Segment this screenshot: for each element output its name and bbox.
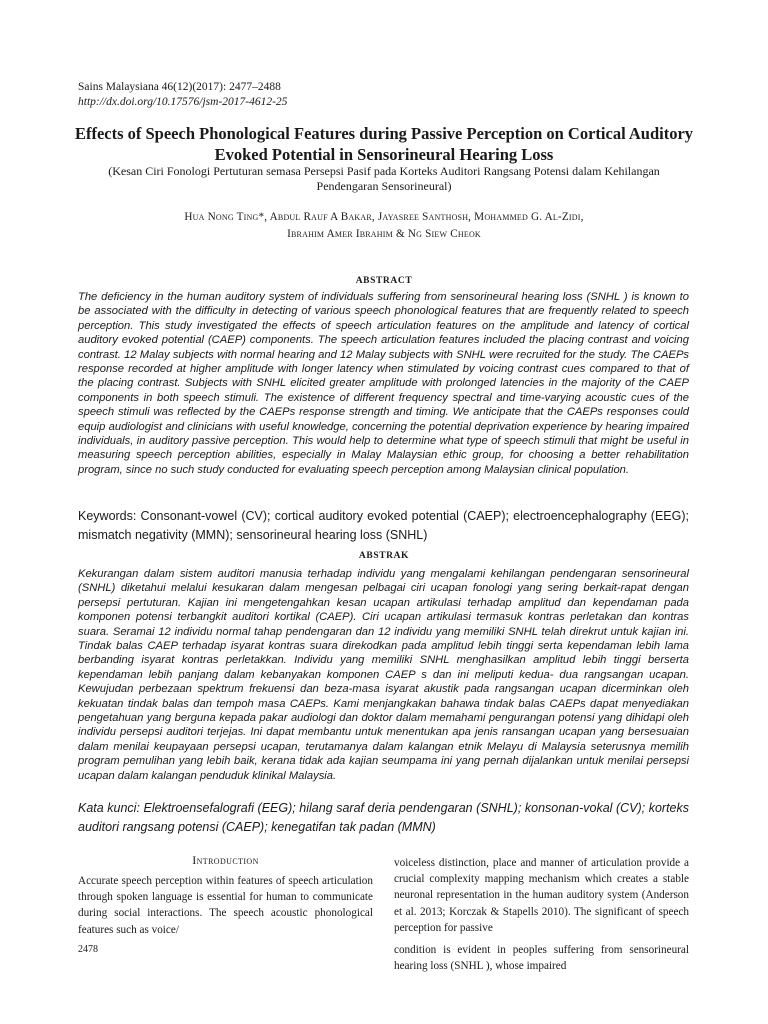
introduction-heading: Introduction — [192, 853, 259, 867]
intro-right-column-1: voiceless distinction, place and manner of articulation provide a crucial complexity mapping mechanism which creates a stable neuronal representation in the human auditory system (Anderson et al. 2013; Korczak & Stapells 2010). The significant of speech perception for passive — [394, 857, 689, 934]
author-line-2: Ibrahim Amer Ibrahim & Ng Siew Cheok — [287, 228, 481, 240]
abstract-text: The deficiency in the human auditory system of individuals suffering from sensorineural hearing loss (SNHL ) is known to be associated with the difficulty in detecting of various speech phonological features that are frequently related to speech perception. This study investigated the effects of speech articulation features on the amplitude and latency of cortical auditory evoked potential (CAEP) components. The speech articulation features included the placing contrast and voicing contrast. 12 Malay subjects with normal hearing and 12 Malay subjects with SNHL were recruited for the study. The CAEPs response recorded at higher amplitude with longer latency when stimulated by voicing contrast cues compared to that of the placing contrast. Subjects with SNHL elicited greater amplitude with prolonged latencies in the majority of the CAEP components in both speech stimuli. The existence of different frequency spectral and time-varying acoustic cues of the speech stimuli was reflected by the CAEPs response strength and timing. We anticipate that the CAEPs responses could equip audiologist and clinicians with useful knowledge, concerning the potential deprivation experience by hearing impaired individuals, in auditory passive perception. This would help to determine what type of speech stimuli that might be useful in measuring speech perception abilities, especially in Malay Malaysian ethic group, for choosing a better rehabilitation program, since no such study conducted for evaluating speech perception among Malaysian clinical population. — [78, 291, 689, 476]
author-list — [70, 209, 698, 243]
intro-right-column-2: condition is evident in peoples suffering from sensorineural hearing loss (SNHL ), whose impaired — [394, 944, 689, 973]
paper-title: Effects of Speech Phonological Features during Passive Perception on Cortical Auditory Evoked Potential in Sensorineural Hearing Loss — [74, 124, 694, 164]
abstract-heading: ABSTRACT — [355, 276, 413, 286]
journal-header — [78, 80, 287, 110]
paper-subtitle: (Kesan Ciri Fonologi Pertuturan semasa Persepsi Pasif pada Korteks Auditori Rangsang Potensi dalam Kehilangan Pendengaran Sensorineural) — [108, 164, 660, 193]
abstrak-text: Kekurangan dalam sistem auditori manusia terhadap individu yang mengalami kehilangan pendengaran sensorineural (SNHL) diketahui melalui kesukaran dalam mengesan pelbagai ciri ucapan fonologi yang sering berkait-rapat dengan persepsi pertuturan. Kajian ini mengetengahkan kesan ucapan artikulasi terhadap amplitud dan kependaman pada komponen potensi terbangkit auditori kortikal (CAEP). Ciri ucapan artikulasi termasuk kontras perletakan dan kontras suara. Seramai 12 individu normal tahap pendengaran dan 12 individu yang memiliki SNHL telah direkrut untuk kajian ini. Tindak balas CAEP terhadap isyarat kontras suara direkodkan pada amplitud lebih tinggi serta kependaman lebih lama berbanding isyarat kontras perletakkan. Individu yang memiliki SNHL menghasilkan amplitud lebih tinggi berserta kependaman lebih panjang dalam kebanyakan komponen CAEP s dan ini meliputi kedua- dua rangsangan ucapan. Kewujudan perbezaan spektrum frekuensi dan beza-masa isyarat akustik pada rangsangan ucapan dicerminkan oleh kekuatan tindak balas dan tempoh masa CAEPs. Kami menjangkakan bahawa tindak balas CAEPs dapat menyediakan pengetahuan yang berguna kepada pakar audiologi dan doktor dalam memahami pengurangan potensi yang dihidapi oleh individu persepsi auditori terjejas. Ini dapat membantu untuk menentukan apa jenis ransangan ucapan yang bersesuaian dalam menilai keupayaan persepsi ucapan, terutamanya dalam kalangan etnik Melayu di Malaysia seterusnya memilih program pemulihan yang lebih baik, kerana tidak ada kajian seumpama ini yang pernah dijalankan untuk menilai persepsi ucapan dalam kalangan penduduk klinikal Malaysia. — [78, 568, 689, 782]
author-line-1: Hua Nong Ting*, Abdul Rauf A Bakar, Jayasree Santhosh, Mohammed G. Al-Zidi, — [184, 211, 584, 223]
abstract-keywords: Keywords: Consonant-vowel (CV); cortical auditory evoked potential (CAEP); electroencephalography (EEG); mismatch negativity (MMN); sensorineural hearing loss (SNHL) — [78, 509, 689, 542]
journal-citation: Sains Malaysiana 46(12)(2017): 2477–2488 — [78, 81, 281, 93]
abstrak-keywords: Kata kunci: Elektroensefalografi (EEG); hilang saraf deria pendengaran (SNHL); konsonan-vokal (CV); korteks auditori rangsang potensi (CAEP); kenegatifan tak padan (MMN) — [78, 801, 689, 834]
page-number: 2478 — [78, 944, 98, 955]
abstrak-heading: ABSTRAK — [358, 551, 410, 561]
doi-link[interactable]: http://dx.doi.org/10.17576/jsm-2017-4612-25 — [78, 96, 288, 108]
intro-left-column: Accurate speech perception within features of speech articulation through spoken language is essential for human to communicate during social interactions. The speech acoustic phonological features such as voice/ — [78, 875, 373, 936]
